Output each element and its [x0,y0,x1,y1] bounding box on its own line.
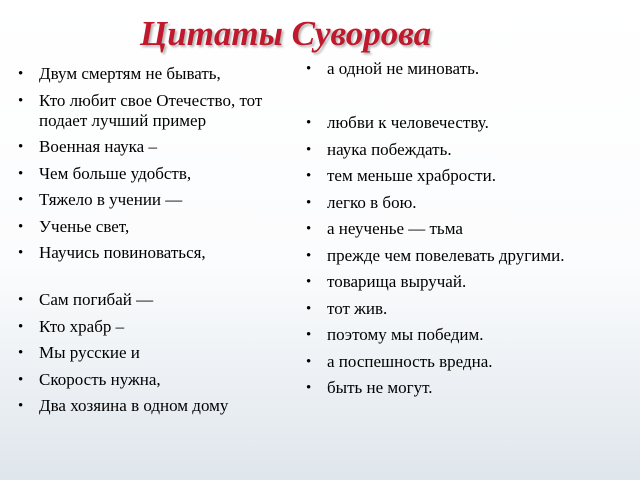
quote-end: любви к человечеству. [327,113,489,132]
list-item [16,317,296,337]
list-item [16,64,296,84]
bullet-icon: • [18,245,24,261]
quote-end: тот жив. [327,298,388,318]
list-item [304,352,604,372]
list-item [304,272,604,292]
quote-end: наука побеждать. [327,139,452,159]
list-item [16,370,296,390]
quote-start: Военная наука – [39,137,157,156]
quote-end: быть не могут. [327,378,433,397]
bullet-icon: • [18,92,24,109]
bullet-icon: • [18,66,24,82]
bullet-icon: • [306,380,312,396]
bullet-icon: • [306,300,312,317]
bullet-icon: • [306,141,312,158]
quote-start: Кто храбр – [39,316,125,336]
quote-start: Тяжело в учении — [39,190,183,209]
list-item [16,343,296,363]
quote-start: Ученье свет, [39,216,130,236]
bullet-icon: • [306,168,312,184]
list-item [304,378,604,398]
bullet-icon: • [306,327,312,343]
quote-end: товарища выручай. [327,272,467,291]
bullet-icon: • [18,398,24,414]
left-quote-list [16,64,296,423]
bullet-icon: • [306,274,312,290]
bullet-icon: • [306,115,312,131]
bullet-icon: • [306,247,312,264]
list-item [304,193,604,213]
quote-start: Двум смертям не бывать, [39,64,221,83]
bullet-icon: • [18,165,24,182]
bullet-icon: • [18,292,24,308]
quote-start: Научись повиноваться, [39,243,206,262]
list-item [304,140,604,160]
list-item [304,325,604,345]
quote-end: поэтому мы победим. [327,325,484,344]
list-item [304,219,604,239]
slide-title: Цитаты Суворова [140,14,432,53]
list-item [304,166,604,186]
bullet-icon: • [18,345,24,361]
quote-start: Мы русские и [39,343,140,362]
bullet-icon: • [18,139,24,155]
quote-end: легко в бою. [327,192,417,212]
list-item [304,299,604,319]
bullet-icon: • [18,318,24,335]
list-item [16,190,296,210]
quote-start: Скорость нужна, [39,369,161,389]
quote-start: Кто любит свое Отечество, тот подает лучший пример [39,90,263,130]
bullet-icon: • [306,353,312,370]
quote-end: а одной не миновать. [327,59,480,78]
bullet-icon: • [18,371,24,388]
list-item [16,164,296,184]
list-item [304,59,604,79]
bullet-icon: • [306,61,312,77]
bullet-icon: • [18,218,24,235]
list-item [16,137,296,157]
list-item [16,290,296,310]
bullet-icon: • [306,221,312,237]
list-item [16,243,296,263]
list-item [16,396,296,416]
list-item [16,91,296,131]
quote-start: Два хозяина в одном дому [39,396,229,415]
right-quote-list [304,59,604,405]
bullet-icon: • [18,192,24,208]
quote-start: Чем больше удобств, [39,163,192,183]
bullet-icon: • [306,194,312,211]
list-item [304,246,604,266]
quote-end: тем меньше храбрости. [327,166,496,185]
list-item [304,113,604,133]
list-item [16,217,296,237]
quote-end: прежде чем повелевать другими. [327,245,565,265]
quote-end: а поспешность вредна. [327,351,493,371]
quote-end: а неученье — тьма [327,219,463,238]
quote-start: Сам погибай — [39,290,154,309]
